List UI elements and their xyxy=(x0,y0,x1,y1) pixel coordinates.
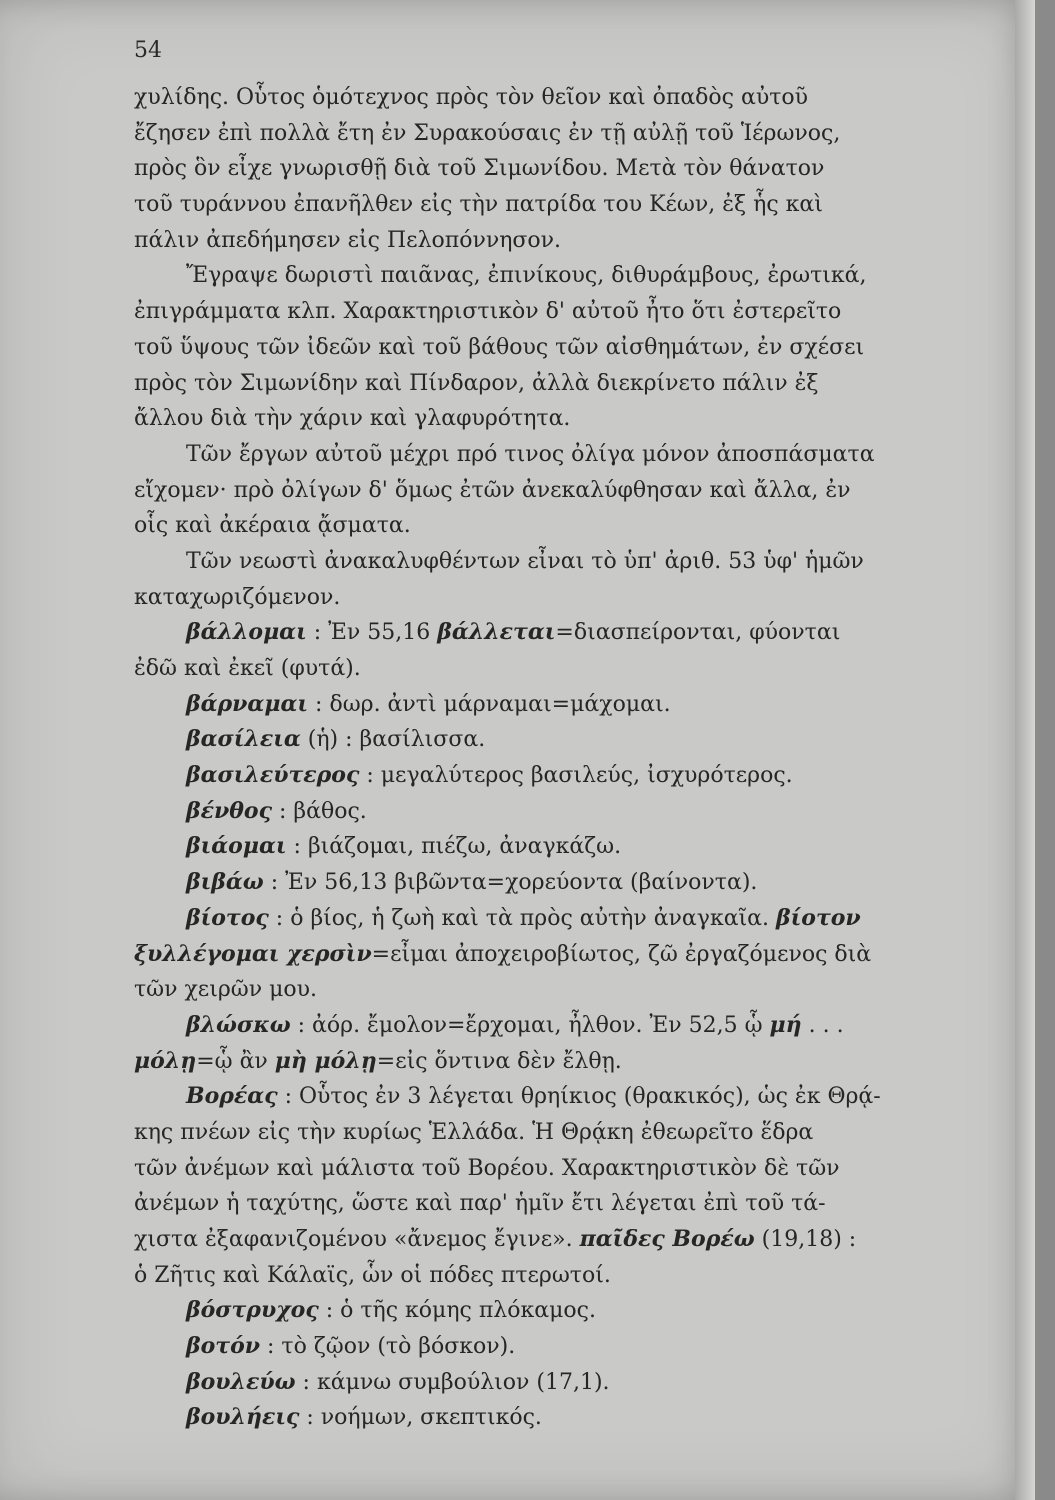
lemma-headword: ξυλλέγομαι χερσὶν xyxy=(134,940,372,967)
text-run: πάλιν ἀπεδήμησεν εἰς Πελοπόννησον. xyxy=(134,227,562,253)
text-line xyxy=(134,1258,1024,1294)
text-run: : ὁ βίος, ἡ ζωὴ καὶ τὰ πρὸς αὐτὴν ἀναγκαῖα. xyxy=(268,905,777,931)
text-run: : Ἐν 55,16 xyxy=(306,620,438,646)
text-line xyxy=(134,687,1024,723)
text-run: Τῶν ἔργων αὐτοῦ μέχρι πρό τινος ὀλίγα μόνον ἀποσπάσματα xyxy=(186,441,875,467)
lemma-headword: βασιλεύτερος xyxy=(186,762,360,789)
text-run: πρὸς ὃν εἶχε γνωρισθῇ διὰ τοῦ Σιμωνίδου. Μετὰ τὸν θάνατον xyxy=(134,156,825,182)
body-text xyxy=(134,80,1024,1436)
text-line xyxy=(134,508,1024,544)
lemma-headword: βόστρυχος xyxy=(186,1297,319,1324)
lemma-headword: βάλλομαι xyxy=(186,619,307,646)
text-run: εἴχομεν· πρὸ ὀλίγων δ' ὅμως ἐτῶν ἀνεκαλύφθησαν καὶ ἄλλα, ἐν xyxy=(134,477,851,503)
lemma-headword: βλώσκω xyxy=(186,1011,291,1038)
text-line xyxy=(134,1400,1024,1436)
text-run: (19,18) : xyxy=(754,1227,857,1252)
text-line xyxy=(134,258,1024,294)
text-line xyxy=(134,937,1024,973)
text-line xyxy=(134,437,1024,473)
text-line xyxy=(134,722,1024,758)
text-line xyxy=(134,1044,1024,1080)
text-run: . . . xyxy=(801,1012,844,1038)
text-run: Ἔγραψε δωριστὶ παιᾶνας, ἐπινίκους, διθυράμβους, ἐρωτικά, xyxy=(186,263,867,289)
text-line xyxy=(134,865,1024,901)
text-run: τοῦ ὕψους τῶν ἰδεῶν καὶ τοῦ βάθους τῶν αἰσθημάτων, ἐν σχέσει xyxy=(134,334,865,360)
text-run: καταχωριζόμενον. xyxy=(134,584,341,610)
text-run: ἔζησεν ἐπὶ πολλὰ ἔτη ἐν Συρακούσαις ἐν τῇ αὐλῇ τοῦ Ἱέρωνος, xyxy=(134,120,841,146)
text-run: χυλίδης. Οὗτος ὁμότεχνος πρὸς τὸν θεῖον καὶ ὀπαδὸς αὐτοῦ xyxy=(134,85,808,110)
lemma-headword: βάλλεται xyxy=(437,619,556,646)
lemma-headword: βοτόν xyxy=(186,1333,261,1360)
text-line xyxy=(134,972,1024,1008)
text-line xyxy=(134,1151,1024,1187)
text-line xyxy=(134,1293,1024,1329)
text-run: τοῦ τυράννου ἐπανῆλθεν εἰς τὴν πατρίδα του Κέων, ἐξ ἧς καὶ xyxy=(134,192,823,218)
text-run: κης πνέων εἰς τὴν κυρίως Ἑλλάδα. Ἡ Θρᾴκη ἐθεωρεῖτο ἕδρα xyxy=(134,1119,814,1145)
lemma-headword: βιβάω xyxy=(186,869,264,896)
text-run: ὁ Ζῆτις καὶ Κάλαϊς, ὧν οἱ πόδες πτερωτοί. xyxy=(134,1262,611,1288)
text-run: : Οὗτος ἐν 3 λέγεται θρηίκιος (θρακικός), ὡς ἐκ Θρᾴ- xyxy=(277,1084,881,1110)
lemma-headword: βουλεύω xyxy=(186,1368,296,1395)
text-run: ἐπιγράμματα κλπ. Χαρακτηριστικὸν δ' αὐτοῦ ἦτο ὅτι ἐστερεῖτο xyxy=(134,299,842,325)
text-line xyxy=(134,615,1024,651)
lemma-headword: βίοτος xyxy=(186,904,269,931)
text-line xyxy=(134,544,1024,580)
text-run: χιστα ἐξαφανιζομένου «ἄνεμος ἔγινε». xyxy=(134,1227,580,1252)
text-run: : ἀόρ. ἔμολον=ἔρχομαι, ἦλθον. Ἐν 52,5 ᾧ xyxy=(290,1012,770,1038)
page-number: 54 xyxy=(134,38,162,63)
text-run: τῶν χειρῶν μου. xyxy=(134,977,317,1003)
lemma-headword: βουλήεις xyxy=(186,1404,300,1431)
text-line xyxy=(134,151,1024,187)
text-line xyxy=(134,580,1024,616)
text-line xyxy=(134,80,1024,116)
lemma-headword: μὴ μόλῃ xyxy=(274,1047,377,1074)
text-run: : μεγαλύτερος βασιλεύς, ἰσχυρότερος. xyxy=(359,763,793,789)
lemma-headword: βασίλεια xyxy=(186,726,301,753)
text-run: πρὸς τὸν Σιμωνίδην καὶ Πίνδαρον, ἀλλὰ διεκρίνετο πάλιν ἐξ xyxy=(134,370,819,396)
text-line xyxy=(134,473,1024,509)
text-line xyxy=(134,401,1024,437)
text-run: ἄλλου διὰ τὴν χάριν καὶ γλαφυρότητα. xyxy=(134,406,571,432)
text-run: : βάθος. xyxy=(272,798,367,824)
text-line xyxy=(134,829,1024,865)
text-run: =ᾧ ἂν xyxy=(196,1048,275,1074)
text-line xyxy=(134,366,1024,402)
text-run: : βιάζομαι, πιέζω, ἀναγκάζω. xyxy=(286,834,622,860)
text-run: : νοήμων, σκεπτικός. xyxy=(299,1405,542,1431)
text-run: ἀνέμων ἡ ταχύτης, ὥστε καὶ παρ' ἡμῖν ἔτι λέγεται ἐπὶ τοῦ τά- xyxy=(134,1191,826,1217)
text-line xyxy=(134,651,1024,687)
text-run: οἷς καὶ ἀκέραια ᾄσματα. xyxy=(134,513,411,539)
text-line xyxy=(134,758,1024,794)
text-line xyxy=(134,223,1024,259)
text-line xyxy=(134,330,1024,366)
text-run: ἐδῶ καὶ ἐκεῖ (φυτά). xyxy=(134,656,361,681)
text-run: =διασπείρονται, φύονται xyxy=(555,620,841,646)
text-run: : ὁ τῆς κόμης πλόκαμος. xyxy=(318,1298,596,1324)
lemma-headword: βένθος xyxy=(186,797,272,824)
text-run: (ἡ) : βασίλισσα. xyxy=(300,727,486,753)
lemma-headword: βιάομαι xyxy=(186,833,287,860)
text-line xyxy=(134,116,1024,152)
text-line xyxy=(134,1329,1024,1365)
text-line xyxy=(134,1008,1024,1044)
text-line xyxy=(134,1079,1024,1115)
text-run: : τὸ ζῷον (τὸ βόσκον). xyxy=(260,1334,516,1360)
lemma-headword: μή xyxy=(769,1011,802,1038)
text-line xyxy=(134,1115,1024,1151)
lemma-headword: βάρναμαι xyxy=(186,690,309,717)
text-run: : Ἐν 56,13 βιβῶντα=χορεύοντα (βαίνοντα). xyxy=(263,870,758,896)
lemma-headword: βίοτον xyxy=(776,904,861,931)
text-run: =εἰς ὅντινα δὲν ἔλθῃ. xyxy=(376,1048,622,1074)
text-line xyxy=(134,901,1024,937)
text-run: τῶν ἀνέμων καὶ μάλιστα τοῦ Βορέου. Χαρακτηριστικὸν δὲ τῶν xyxy=(134,1155,840,1181)
text-run: =εἶμαι ἀποχειροβίωτος, ζῶ ἐργαζόμενος διὰ xyxy=(371,941,872,967)
text-line xyxy=(134,794,1024,830)
text-line xyxy=(134,294,1024,330)
text-line xyxy=(134,1365,1024,1401)
text-line xyxy=(134,1186,1024,1222)
lemma-headword: παῖδες Βορέω xyxy=(579,1226,755,1252)
text-run: : κάμνω συμβούλιον (17,1). xyxy=(295,1369,610,1395)
text-line xyxy=(134,1222,1024,1258)
text-run: Τῶν νεωστὶ ἀνακαλυφθέντων εἶναι τὸ ὑπ' ἀριθ. 53 ὑφ' ἡμῶν xyxy=(186,548,864,574)
text-run: : δωρ. ἀντὶ μάρναμαι=μάχομαι. xyxy=(308,691,671,717)
text-line xyxy=(134,187,1024,223)
lemma-headword: Βορέας xyxy=(186,1083,278,1110)
lemma-headword: μόλῃ xyxy=(134,1047,197,1074)
